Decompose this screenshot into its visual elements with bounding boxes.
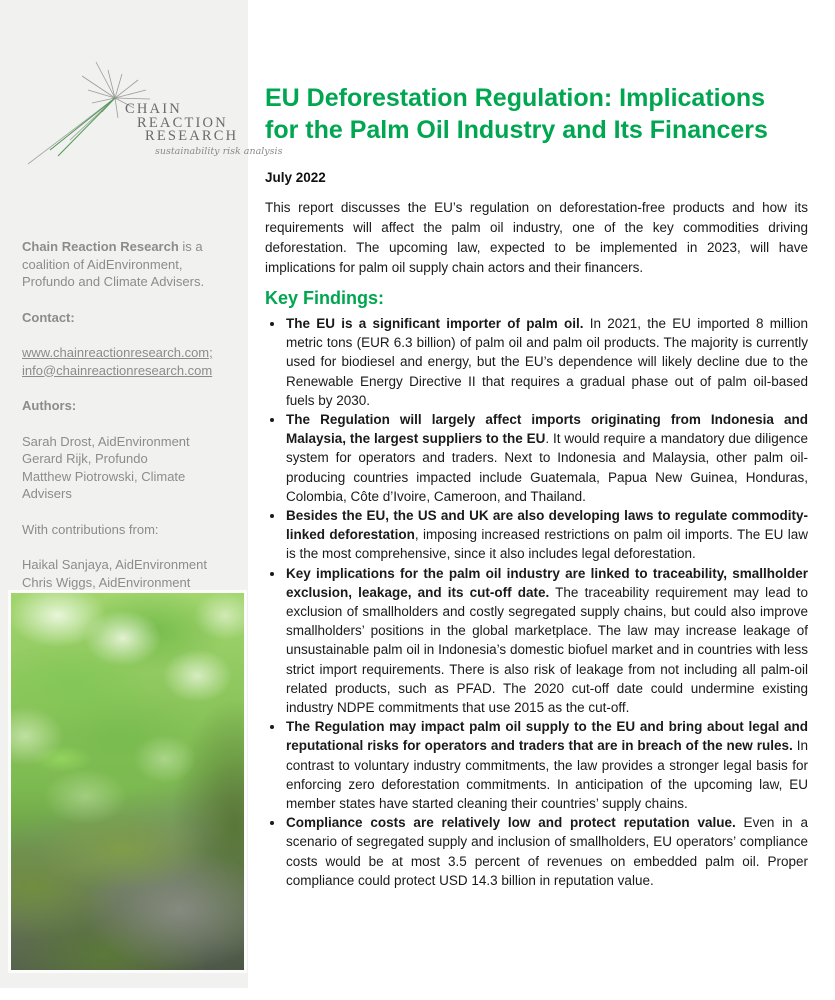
finding-bold: Key implications for the palm oil industry are linked to traceability, smallholder exclusion, leakage, and its cut-off date. (286, 565, 808, 600)
logo-wordmark (0, 101, 283, 157)
intro-paragraph: This report discusses the EU’s regulation on deforestation-free products and how its requirements will affect the palm oil industry, one of the key commodities driving deforestation. The upcoming law, expected to be implemented in 2023, will have implications for palm oil supply chain actors and their financers. (265, 200, 808, 275)
key-findings-list (265, 314, 808, 890)
contributor-name: Chris Wiggs, AidEnvironment (22, 574, 191, 590)
authors-label: Authors: (22, 398, 77, 413)
finding-text: In 2021, the EU imported 8 million metric tons (EUR 6.3 billion) of palm oil and palm oil products. The majority is currently used for biodiesel and energy, but the EU’s dependence will likely decline due to the Renewable Energy Directive II that requires a gradual phase out of palm oil-based fuels by 2030. (286, 316, 809, 408)
page-title (265, 82, 808, 146)
finding-text: Even in a scenario of segregated supply and inclusion of smallholders, EU operators’ compliance costs would be at most 3.5 percent of revenues on embedded palm oil. Proper compliance could protect USD 14.3 billion in reputation value. (286, 815, 808, 888)
contributions-label: With contributions from: (22, 521, 159, 537)
finding-item (285, 813, 808, 890)
report-date: July 2022 (265, 170, 326, 185)
website-link[interactable]: www.chainreactionresearch.com; (22, 345, 213, 360)
email-link[interactable]: info@chainreactionresearch.com (22, 362, 213, 378)
finding-bold: The Regulation will largely affect imports originating from Indonesia and Malaysia, the largest suppliers to the EU (286, 412, 808, 447)
finding-bold: Besides the EU, the US and UK are also developing laws to regulate commodity-linked deforestation (286, 508, 808, 543)
finding-text: In contrast to voluntary industry commitments, the law provides a stronger legal basis for enforcing zero deforestation commitments. In anticipation of the upcoming law, EU member states have started cleaning their countries’ supply chains. (286, 738, 808, 812)
author-name: Sarah Drost, AidEnvironment (22, 433, 190, 449)
forest-moss-photo (11, 593, 244, 970)
contact-label: Contact: (22, 309, 75, 325)
finding-text: The traceability requirement may lead to exclusion of smallholders and costly segregated supply chains, but could also improve smallholders’ positions in the global marketplace. The law may increase leakage of unsustainable palm oil in Indonesia’s domestic biofuel market and in countries with less strict import requirements. There is also risk of leakage from not including all palm-oil related products, such as PFAD. The 2020 cut-off date could undermine existing industry NDPE commitments that use 2015 as the cut-off. (286, 584, 809, 716)
finding-bold: The Regulation may impact palm oil supply to the EU and bring about legal and reputational risks for operators and traders that are in breach of the new rules. (286, 719, 808, 754)
key-findings-heading: Key Findings: (265, 288, 385, 308)
finding-item (285, 717, 808, 813)
finding-item (285, 314, 808, 410)
sidebar-text-block (22, 238, 228, 609)
finding-text: , imposing increased restrictions on palm oil imports. The EU law is the most comprehensive, since it also includes legal deforestation. (286, 527, 808, 562)
report-body (265, 0, 808, 890)
contributors-list (22, 556, 228, 591)
about-text (22, 238, 228, 291)
finding-item (285, 506, 808, 564)
forest-photo-frame (8, 590, 247, 973)
about-rest: is a coalition of AidEnvironment, Profundo and Climate Advisers. (22, 239, 205, 289)
about-org-name: Chain Reaction Research (22, 239, 179, 254)
logo-text-research: RESEARCH (145, 128, 239, 144)
logo-text-chain: CHAIN (125, 101, 182, 117)
page-title-line1: EU Deforestation Regulation: Implications (265, 84, 766, 112)
author-name: Gerard Rijk, Profundo (22, 451, 148, 466)
logo-tagline: sustainability risk analysis (155, 145, 283, 157)
finding-bold: Compliance costs are relatively low and protect reputation value. (286, 815, 736, 831)
contact-links (22, 344, 228, 379)
author-name: Matthew Piotrowski, Climate Advisers (22, 468, 186, 501)
finding-bold: The EU is a significant importer of palm oil. (286, 316, 584, 331)
crr-logo (0, 40, 283, 170)
contributor-name: Haikal Sanjaya, AidEnvironment (22, 557, 207, 572)
finding-item (285, 410, 808, 506)
sidebar (0, 0, 283, 988)
page-title-line2: for the Palm Oil Industry and Its Financers (265, 116, 768, 144)
finding-text: . It would require a mandatory due diligence system for operators and traders. Next to Indonesia and Malaysia, other palm oil-producing countries impacted include Guatemala, Papua New Guinea, Honduras, Colombia, Côte d’Ivoire, Cameroon, and Thailand. (286, 431, 809, 504)
logo-text-reaction: REACTION (137, 114, 228, 131)
finding-item (285, 564, 808, 718)
authors-list (22, 433, 228, 503)
